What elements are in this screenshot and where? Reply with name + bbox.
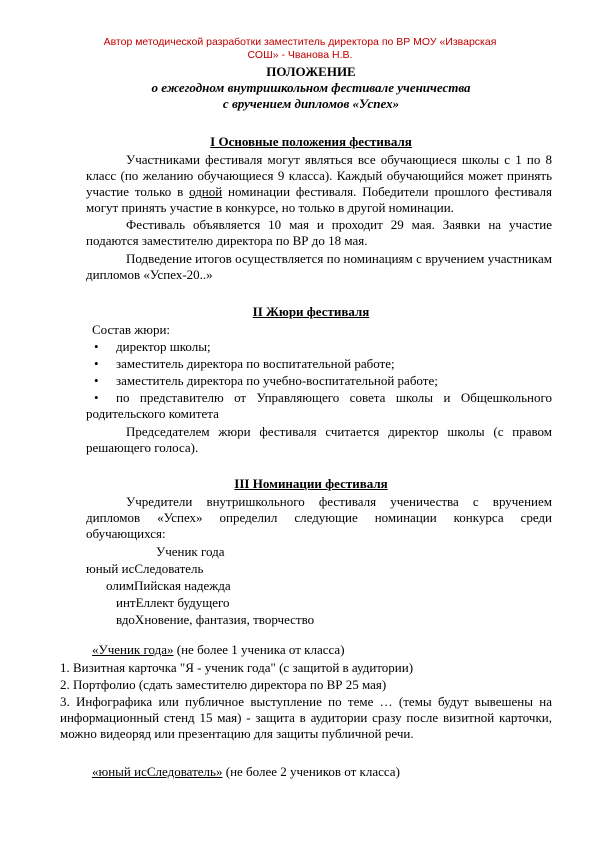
jury-item-4-line-2: родительского комитета (86, 406, 219, 421)
bullet-1: • (94, 339, 99, 354)
author-header-line-1: Автор методической разработки заместитель директора по ВР МОУ «Изварская (103, 36, 497, 48)
jury-intro: Состав жюри: (92, 322, 171, 337)
section-2-heading: II Жюри фестиваля (252, 304, 370, 319)
p1-text-b: номинации фестиваля. Победители прошлого фестиваля могут принять участие в конкурсе, но только в другой номинации. (86, 184, 552, 215)
jury-item-1: директор школы; (116, 339, 211, 354)
nomination-5: вдоХновение, фантазия, творчество (116, 612, 315, 627)
document-title: ПОЛОЖЕНИЕ (266, 64, 356, 79)
nomination-1-details-heading (92, 642, 345, 658)
section-1-paragraph-2: Фестиваль объявляется 10 мая и проходит 29 мая. Заявки на участие подаются заместителю директора по ВР до 18 мая. (86, 217, 552, 248)
p1-text-underlined: одной (189, 184, 223, 199)
nomination-1-item-1: 1. Визитная карточка "Я - ученик года" (с защитой в аудитории) (60, 660, 414, 675)
section-3-intro: Учредители внутришкольного фестиваля ученичества с вручением дипломов «Успех» определил следующие номинации конкурса среди обучающихся: (86, 494, 552, 541)
jury-chair-paragraph: Председателем жюри фестиваля считается директор школы (с правом решающего голоса). (86, 424, 552, 455)
section-1-paragraph-3: Подведение итогов осуществляется по номинациям с вручением участникам дипломов «Успех-20..» (86, 251, 552, 282)
jury-item-2: заместитель директора по воспитательной работе; (116, 356, 395, 371)
nomination-2: юный исСледователь (86, 561, 204, 576)
nomination-1: Ученик года (156, 544, 225, 559)
bullet-2: • (94, 356, 99, 371)
document-subtitle-1: о ежегодном внутришкольном фестивале ученичества (151, 80, 471, 95)
p1-text-a: Участниками фестиваля могут являться все обучающиеся школы с 1 по 8 класс (по желанию обучающиеся 9 класса). Каждый обучающийся может принять участие только в (86, 152, 552, 199)
nomination-3: олимПийская надежда (106, 578, 231, 593)
document-subtitle-2: с вручением дипломов «Успех» (222, 96, 400, 111)
nomination-2-details-heading (92, 764, 400, 780)
nomination-4: интЕллект будущего (116, 595, 230, 610)
nomination-1-title: «Ученик года» (92, 642, 174, 657)
nomination-1-item-3: 3. Инфографика или публичное выступление по теме … (темы будут вывешены на информационный стенд 15 мая) - защита в аудитории сразу после визитной карточки, можно видеоряд или презентацию для защиты публичной речи. (60, 694, 552, 741)
nomination-1-note: (не более 1 ученика от класса) (173, 642, 345, 657)
section-1-heading: I Основные положения фестиваля (210, 134, 412, 149)
author-header-line-2: СОШ» - Чванова Н.В. (247, 49, 353, 61)
jury-item-3: заместитель директора по учебно-воспитательной работе; (116, 373, 438, 388)
jury-item-4-line-1: по представителю от Управляющего совета школы и Общешкольного (116, 390, 552, 405)
section-1-paragraph-1 (86, 152, 552, 216)
nomination-2-title: «юный исСледователь» (92, 764, 223, 779)
bullet-4: • (94, 390, 99, 405)
bullet-3: • (94, 373, 99, 388)
section-3-heading: III Номинации фестиваля (234, 476, 388, 491)
nomination-1-item-2: 2. Портфолио (сдать заместителю директора по ВР 25 мая) (60, 677, 387, 692)
nomination-2-note: (не более 2 учеников от класса) (222, 764, 400, 779)
